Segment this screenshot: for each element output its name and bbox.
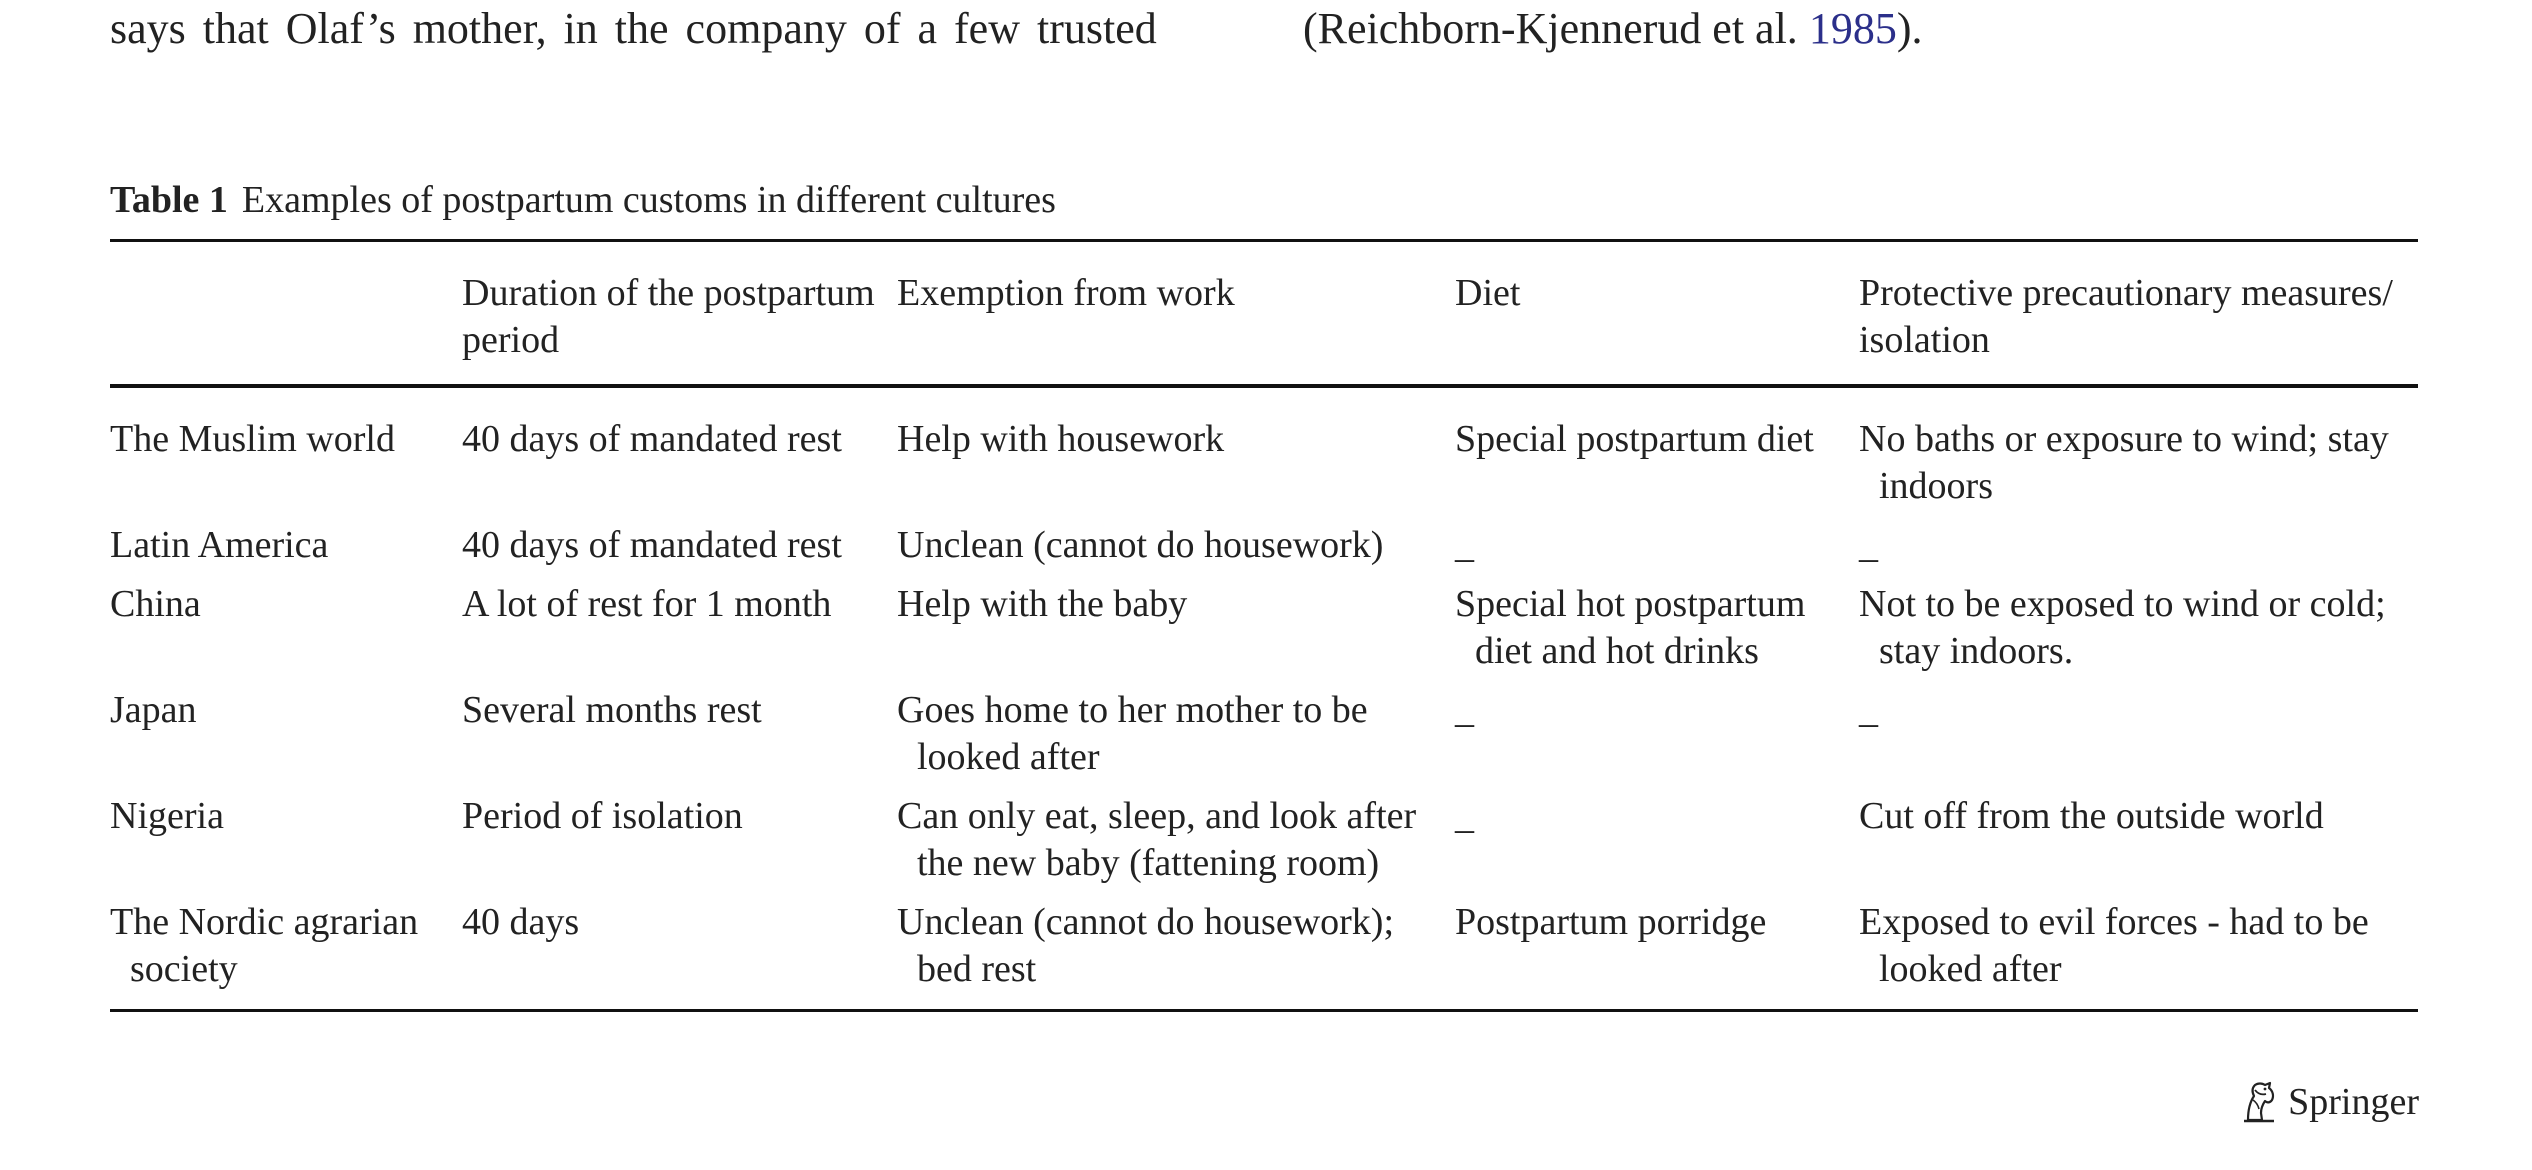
cell-exemption: Can only eat, sleep, and look after the new baby (fattening room) bbox=[897, 795, 1417, 884]
cell-exemption: Goes home to her mother to be looked after bbox=[897, 689, 1368, 778]
cell-duration: 40 days of mandated rest bbox=[462, 524, 842, 566]
table-caption-text: Examples of postpartum customs in different cultures bbox=[241, 179, 1056, 221]
cell-region: The Muslim world bbox=[110, 418, 395, 460]
cell-exemption: Help with the baby bbox=[897, 583, 1188, 625]
header-duration: Duration of the postpartum period bbox=[462, 272, 875, 361]
cell-region: The Nordic agrarian society bbox=[110, 901, 419, 990]
cell-exemption: Help with housework bbox=[897, 418, 1225, 460]
citation-year-link[interactable]: 1985 bbox=[1808, 4, 1897, 53]
table-row bbox=[110, 522, 2418, 581]
cell-region: China bbox=[110, 583, 201, 625]
table-caption-label: Table 1 bbox=[110, 179, 228, 221]
body-text-left-column: says that Olaf’s mother, in the company of a few trusted bbox=[110, 4, 1157, 53]
data-table bbox=[110, 239, 2418, 1012]
table-caption bbox=[110, 176, 1056, 224]
cell-duration: Period of isolation bbox=[462, 795, 743, 837]
cell-protective-measures: Cut off from the outside world bbox=[1859, 795, 2324, 837]
header-exemption: Exemption from work bbox=[897, 272, 1235, 314]
table-row bbox=[110, 581, 2418, 687]
cell-region: Nigeria bbox=[110, 795, 224, 837]
body-text-fragment bbox=[0, 0, 2532, 64]
cell-region: Japan bbox=[110, 689, 197, 731]
citation-end: ). bbox=[1896, 4, 1923, 53]
cell-diet: Special postpartum diet bbox=[1455, 418, 1814, 460]
cell-diet: _ bbox=[1455, 524, 1474, 566]
cell-diet: Special hot postpartum diet and hot drinks bbox=[1455, 583, 1806, 672]
springer-horse-icon bbox=[2240, 1080, 2280, 1124]
table-row bbox=[110, 687, 2418, 793]
header-diet: Diet bbox=[1455, 272, 1521, 314]
cell-duration: A lot of rest for 1 month bbox=[462, 583, 832, 625]
cell-duration: 40 days of mandated rest bbox=[462, 418, 842, 460]
publisher-name: Springer bbox=[2288, 1081, 2419, 1123]
table-header-row bbox=[110, 241, 2418, 387]
cell-exemption: Unclean (cannot do housework); bed rest bbox=[897, 901, 1395, 990]
cell-exemption: Unclean (cannot do housework) bbox=[897, 524, 1384, 566]
cell-protective-measures: Exposed to evil forces - had to be looked after bbox=[1859, 901, 2369, 990]
cell-protective-measures: _ bbox=[1859, 524, 1878, 566]
cell-diet: _ bbox=[1455, 689, 1474, 731]
body-text-right-column bbox=[1303, 0, 1922, 64]
postpartum-customs-table bbox=[110, 239, 2418, 1012]
cell-protective-measures: _ bbox=[1859, 689, 1878, 731]
cell-diet: _ bbox=[1455, 795, 1474, 837]
table-row bbox=[110, 899, 2418, 1011]
cell-diet: Postpartum porridge bbox=[1455, 901, 1767, 943]
cell-protective-measures: Not to be exposed to wind or cold; stay indoors. bbox=[1859, 583, 2386, 672]
table-row bbox=[110, 386, 2418, 522]
citation-authors: (Reichborn-Kjennerud et al. bbox=[1303, 4, 1809, 53]
cell-duration: Several months rest bbox=[462, 689, 762, 731]
cell-region: Latin America bbox=[110, 524, 329, 566]
cell-duration: 40 days bbox=[462, 901, 580, 943]
publisher-footer bbox=[2240, 1078, 2419, 1126]
header-region bbox=[110, 241, 462, 387]
header-protective-measures: Protective precautionary measures/ isolation bbox=[1859, 272, 2393, 361]
table-row bbox=[110, 793, 2418, 899]
cell-protective-measures: No baths or exposure to wind; stay indoors bbox=[1859, 418, 2389, 507]
